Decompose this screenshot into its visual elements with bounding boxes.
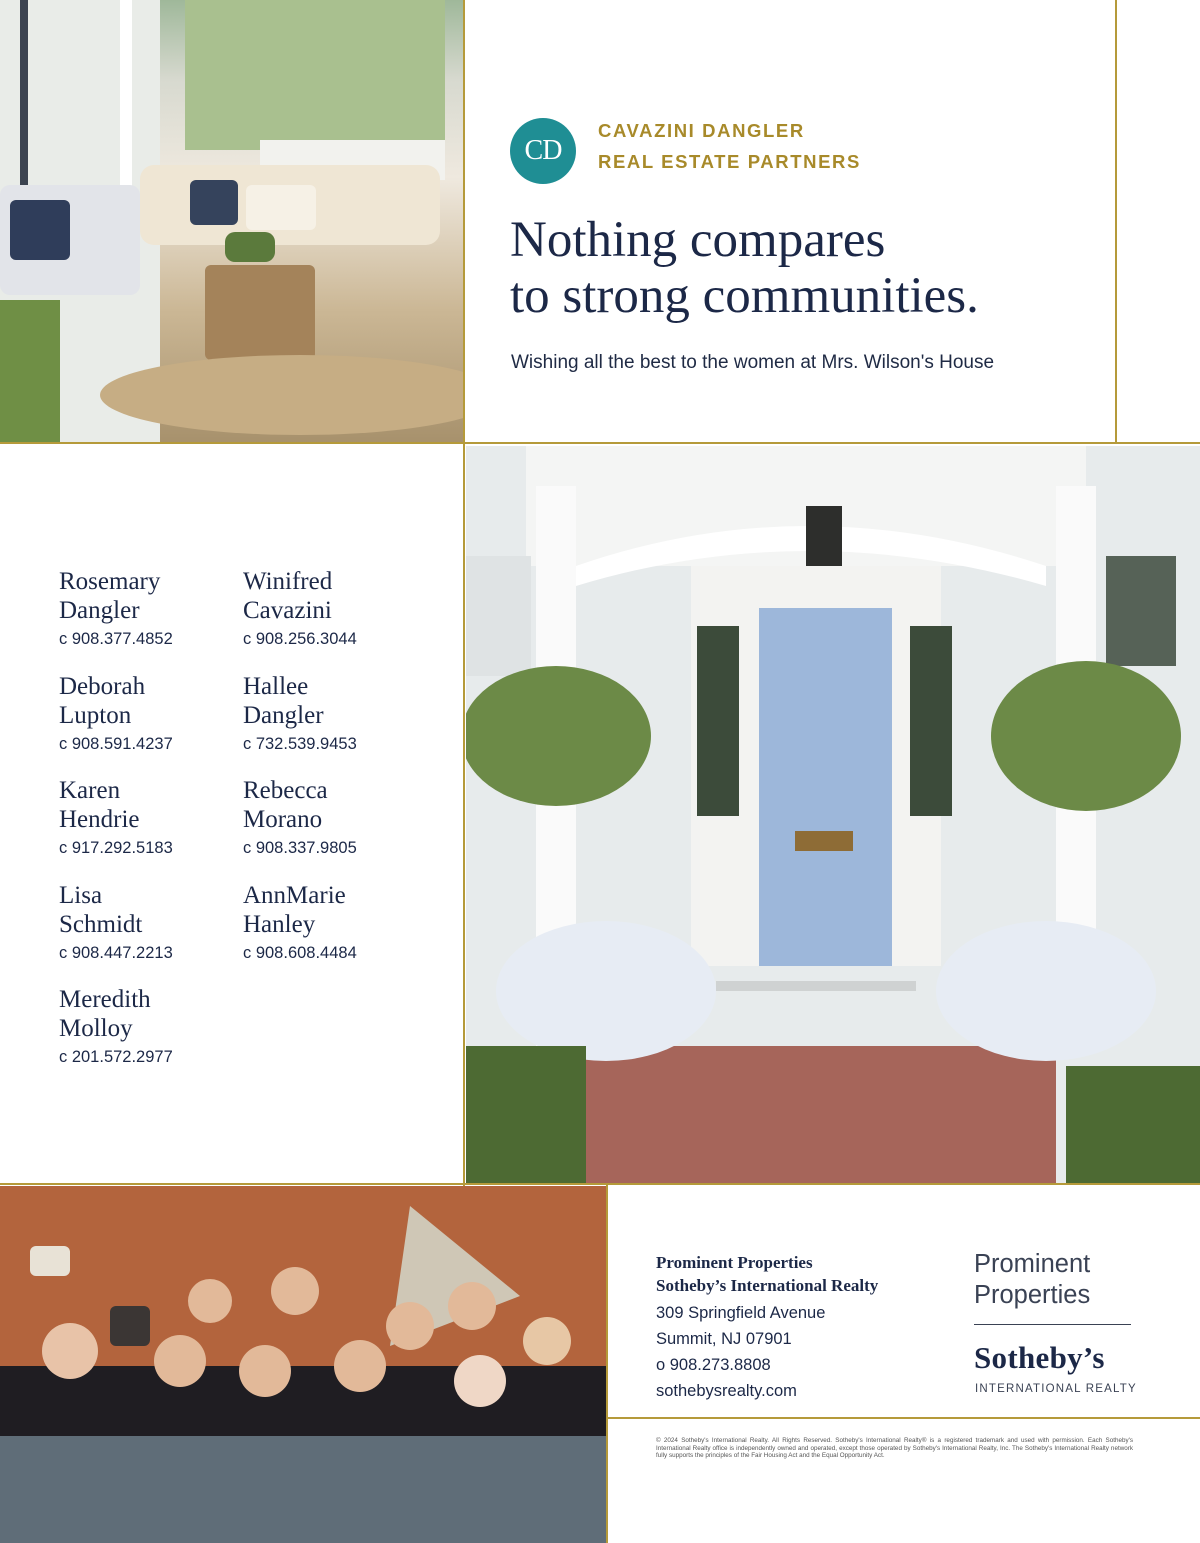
agent-first-name: Karen — [59, 777, 121, 804]
office-city: Summit, NJ 07901 — [656, 1330, 792, 1348]
agent-first-name: AnnMarie — [243, 882, 346, 909]
logo-line-2: Properties — [974, 1281, 1091, 1309]
logo-divider — [974, 1324, 1131, 1325]
agent-phone: c 908.337.9805 — [243, 839, 357, 857]
agent-card — [59, 776, 234, 859]
agent-card — [59, 881, 234, 964]
office-website: sothebysrealty.com — [656, 1382, 797, 1400]
office-street: 309 Springfield Avenue — [656, 1304, 826, 1322]
divider-line — [463, 0, 465, 1186]
headline-line-1: Nothing compares — [510, 212, 886, 268]
logo-initials: CD — [524, 135, 562, 166]
agent-card — [243, 672, 418, 755]
office-info — [656, 1251, 878, 1404]
divider-line — [0, 1183, 1200, 1185]
brand-line-1: CAVAZINI DANGLER — [598, 120, 805, 141]
divider-line — [0, 442, 1200, 444]
agent-first-name: Deborah — [59, 673, 146, 700]
brand-line-2: REAL ESTATE PARTNERS — [598, 151, 861, 172]
prominent-properties-logo — [974, 1249, 1090, 1311]
agent-card — [243, 776, 418, 859]
agent-card — [243, 881, 418, 964]
porch-photo — [0, 0, 463, 443]
agent-first-name: Meredith — [59, 986, 151, 1013]
agent-last-name: Morano — [243, 806, 323, 833]
front-door-photo — [466, 446, 1200, 1183]
team-photo — [0, 1186, 606, 1543]
office-phone: o 908.273.8808 — [656, 1356, 771, 1374]
sothebys-wordmark: Sotheby’s — [974, 1340, 1105, 1375]
agent-card — [59, 567, 234, 650]
agent-last-name: Lupton — [59, 702, 132, 729]
agent-card — [59, 672, 234, 755]
agent-first-name: Lisa — [59, 882, 103, 909]
agent-last-name: Dangler — [59, 597, 140, 624]
agent-first-name: Rebecca — [243, 777, 328, 804]
agent-first-name: Rosemary — [59, 568, 161, 595]
agent-first-name: Winifred — [243, 568, 333, 595]
logo-line-1: Prominent — [974, 1250, 1091, 1278]
agent-phone: c 908.591.4237 — [59, 735, 173, 753]
cd-logo — [510, 118, 576, 184]
sothebys-tagline: INTERNATIONAL REALTY — [975, 1383, 1137, 1395]
headline — [510, 212, 979, 324]
agent-last-name: Dangler — [243, 702, 324, 729]
agent-phone: c 732.539.9453 — [243, 735, 357, 753]
agent-card — [59, 985, 234, 1068]
agent-phone: c 908.256.3044 — [243, 630, 357, 648]
office-name-1: Prominent Properties — [656, 1253, 813, 1272]
office-name-2: Sotheby’s International Realty — [656, 1276, 879, 1295]
agent-phone: c 908.377.4852 — [59, 630, 173, 648]
agent-last-name: Cavazini — [243, 597, 332, 624]
agent-phone: c 917.292.5183 — [59, 839, 173, 857]
agent-phone: c 908.608.4484 — [243, 944, 357, 962]
divider-line — [606, 1417, 1200, 1419]
agent-last-name: Hendrie — [59, 806, 140, 833]
divider-line — [1115, 0, 1117, 443]
agent-last-name: Hanley — [243, 911, 316, 938]
subline: Wishing all the best to the women at Mrs. Wilson's House — [511, 352, 995, 373]
agent-phone: c 201.572.2977 — [59, 1048, 173, 1066]
divider-line — [606, 1185, 608, 1543]
agent-last-name: Schmidt — [59, 911, 143, 938]
agent-first-name: Hallee — [243, 673, 309, 700]
agent-last-name: Molloy — [59, 1015, 133, 1042]
legal-disclaimer: © 2024 Sotheby's International Realty. All Rights Reserved. Sotheby's International Realty® is a registered trademark and used with permission. Each Sotheby's International Realty office is independently owned and operated, except those operated by Sotheby's International Realty, Inc. The Sotheby's International Realty network fully supports the principles of the Fair Housing Act and the Equal Opportunity Act. — [656, 1437, 1133, 1460]
headline-line-2: to strong communities. — [510, 268, 979, 324]
agent-phone: c 908.447.2213 — [59, 944, 173, 962]
agent-card — [243, 567, 418, 650]
